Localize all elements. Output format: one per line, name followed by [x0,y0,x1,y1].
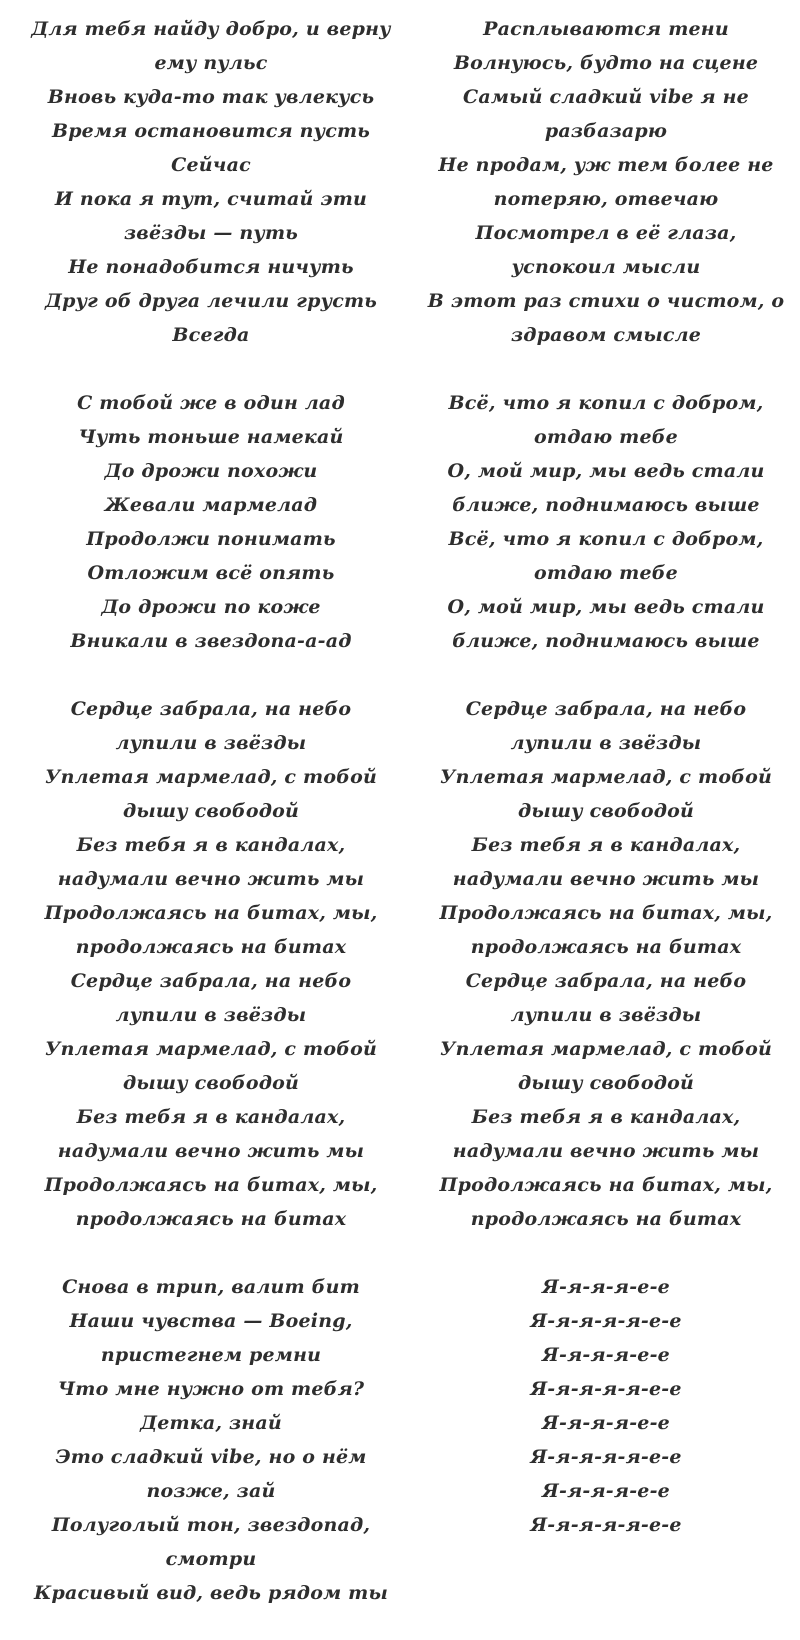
lyric-line: Не понадобится ничуть [68,256,354,278]
lyric-line: Время остановится пусть [51,120,371,142]
lyric-line: Сердце забрала, на небо лупили в звёзды [465,970,747,1026]
lyric-line: Жевали мармелад [104,494,318,516]
lyric-line: Я-я-я-я-я-е-е [530,1378,682,1400]
lyrics-stanza [30,692,392,1236]
lyric-line: С тобой же в один лад [77,392,345,414]
lyric-line: Уплетая мармелад, с тобой дышу свободой [439,1038,773,1094]
lyric-line: Я-я-я-я-я-е-е [530,1310,682,1332]
lyric-line: Наши чувства — Boeing, пристегнем ремни [69,1310,353,1366]
lyric-line: Я-я-я-я-я-е-е [530,1514,682,1536]
lyrics-stanza [422,692,790,1236]
lyric-line: Без тебя я в кандалах, надумали вечно жить мы [57,834,365,890]
lyric-line: Продолжаясь на битах, мы, продолжаясь на битах [44,1174,378,1230]
lyric-line: Продолжи понимать [86,528,336,550]
lyric-line: Всё, что я копил с добром, отдаю тебе [448,392,764,448]
lyrics-stanza [30,386,392,658]
lyric-line: Сердце забрала, на небо лупили в звёзды [70,698,352,754]
lyric-line: Сейчас [171,154,251,176]
lyric-line: Я-я-я-я-е-е [542,1276,670,1298]
lyric-line: Снова в трип, валит бит [62,1276,360,1298]
lyrics-stanza [30,1270,392,1610]
lyrics-stanza [422,1270,790,1542]
lyric-line: Без тебя я в кандалах, надумали вечно жить мы [452,1106,760,1162]
lyric-line: Сердце забрала, на небо лупили в звёзды [70,970,352,1026]
lyric-line: Уплетая мармелад, с тобой дышу свободой [439,766,773,822]
lyric-line: Чуть тоньше намекай [78,426,344,448]
lyric-line: Самый сладкий vibe я не разбазарю [463,86,749,142]
lyric-line: О, мой мир, мы ведь стали ближе, поднимаюсь выше [447,460,765,516]
lyric-line: О, мой мир, мы ведь стали ближе, поднимаюсь выше [447,596,765,652]
lyrics-stanza [422,12,790,352]
lyric-line: И пока я тут, считай эти звёзды — путь [54,188,368,244]
lyric-line: Что мне нужно от тебя? Детка, знай [57,1378,365,1434]
lyric-line: Друг об друга лечили грусть [45,290,377,312]
lyric-line: Я-я-я-я-е-е [542,1480,670,1502]
lyric-line: Всегда [172,324,250,346]
lyric-line: До дрожи по коже [101,596,321,618]
lyric-line: Без тебя я в кандалах, надумали вечно жить мы [452,834,760,890]
lyric-line: Расплываются тени [483,18,729,40]
lyric-line: Для тебя найду добро, и верну ему пульс [31,18,391,74]
lyric-line: Вновь куда-то так увлекусь [47,86,375,108]
lyric-line: Волнуюсь, будто на сцене [453,52,759,74]
lyrics-columns [0,12,800,1610]
lyric-line: Я-я-я-я-е-е [542,1344,670,1366]
lyric-line: Продолжаясь на битах, мы, продолжаясь на битах [439,1174,773,1230]
lyric-line: Вникали в звездопа-а-ад [70,630,352,652]
lyric-line: Сердце забрала, на небо лупили в звёзды [465,698,747,754]
lyric-line: Не продам, уж тем более не потеряю, отвечаю [438,154,774,210]
lyrics-column-left [0,12,422,1610]
lyric-line: Я-я-я-я-я-е-е [530,1446,682,1468]
lyric-line: До дрожи похожи [104,460,318,482]
lyric-line: Красивый вид, ведь рядом ты [34,1582,388,1604]
lyric-line: Это сладкий vibe, но о нём позже, зай [55,1446,367,1502]
lyric-line: Продолжаясь на битах, мы, продолжаясь на битах [44,902,378,958]
lyric-line: Полуголый тон, звездопад, смотри [51,1514,371,1570]
lyric-line: Уплетая мармелад, с тобой дышу свободой [44,766,378,822]
lyric-line: Уплетая мармелад, с тобой дышу свободой [44,1038,378,1094]
lyric-line: Отложим всё опять [87,562,335,584]
lyric-line: Посмотрел в её глаза, успокоил мысли [475,222,737,278]
lyric-line: Я-я-я-я-е-е [542,1412,670,1434]
lyrics-column-right [422,12,800,1610]
lyrics-stanza [30,12,392,352]
lyric-line: Без тебя я в кандалах, надумали вечно жить мы [57,1106,365,1162]
lyric-line: В этот раз стихи о чистом, о здравом смысле [427,290,785,346]
lyric-line: Продолжаясь на битах, мы, продолжаясь на битах [439,902,773,958]
lyric-line: Всё, что я копил с добром, отдаю тебе [448,528,764,584]
lyrics-stanza [422,386,790,658]
